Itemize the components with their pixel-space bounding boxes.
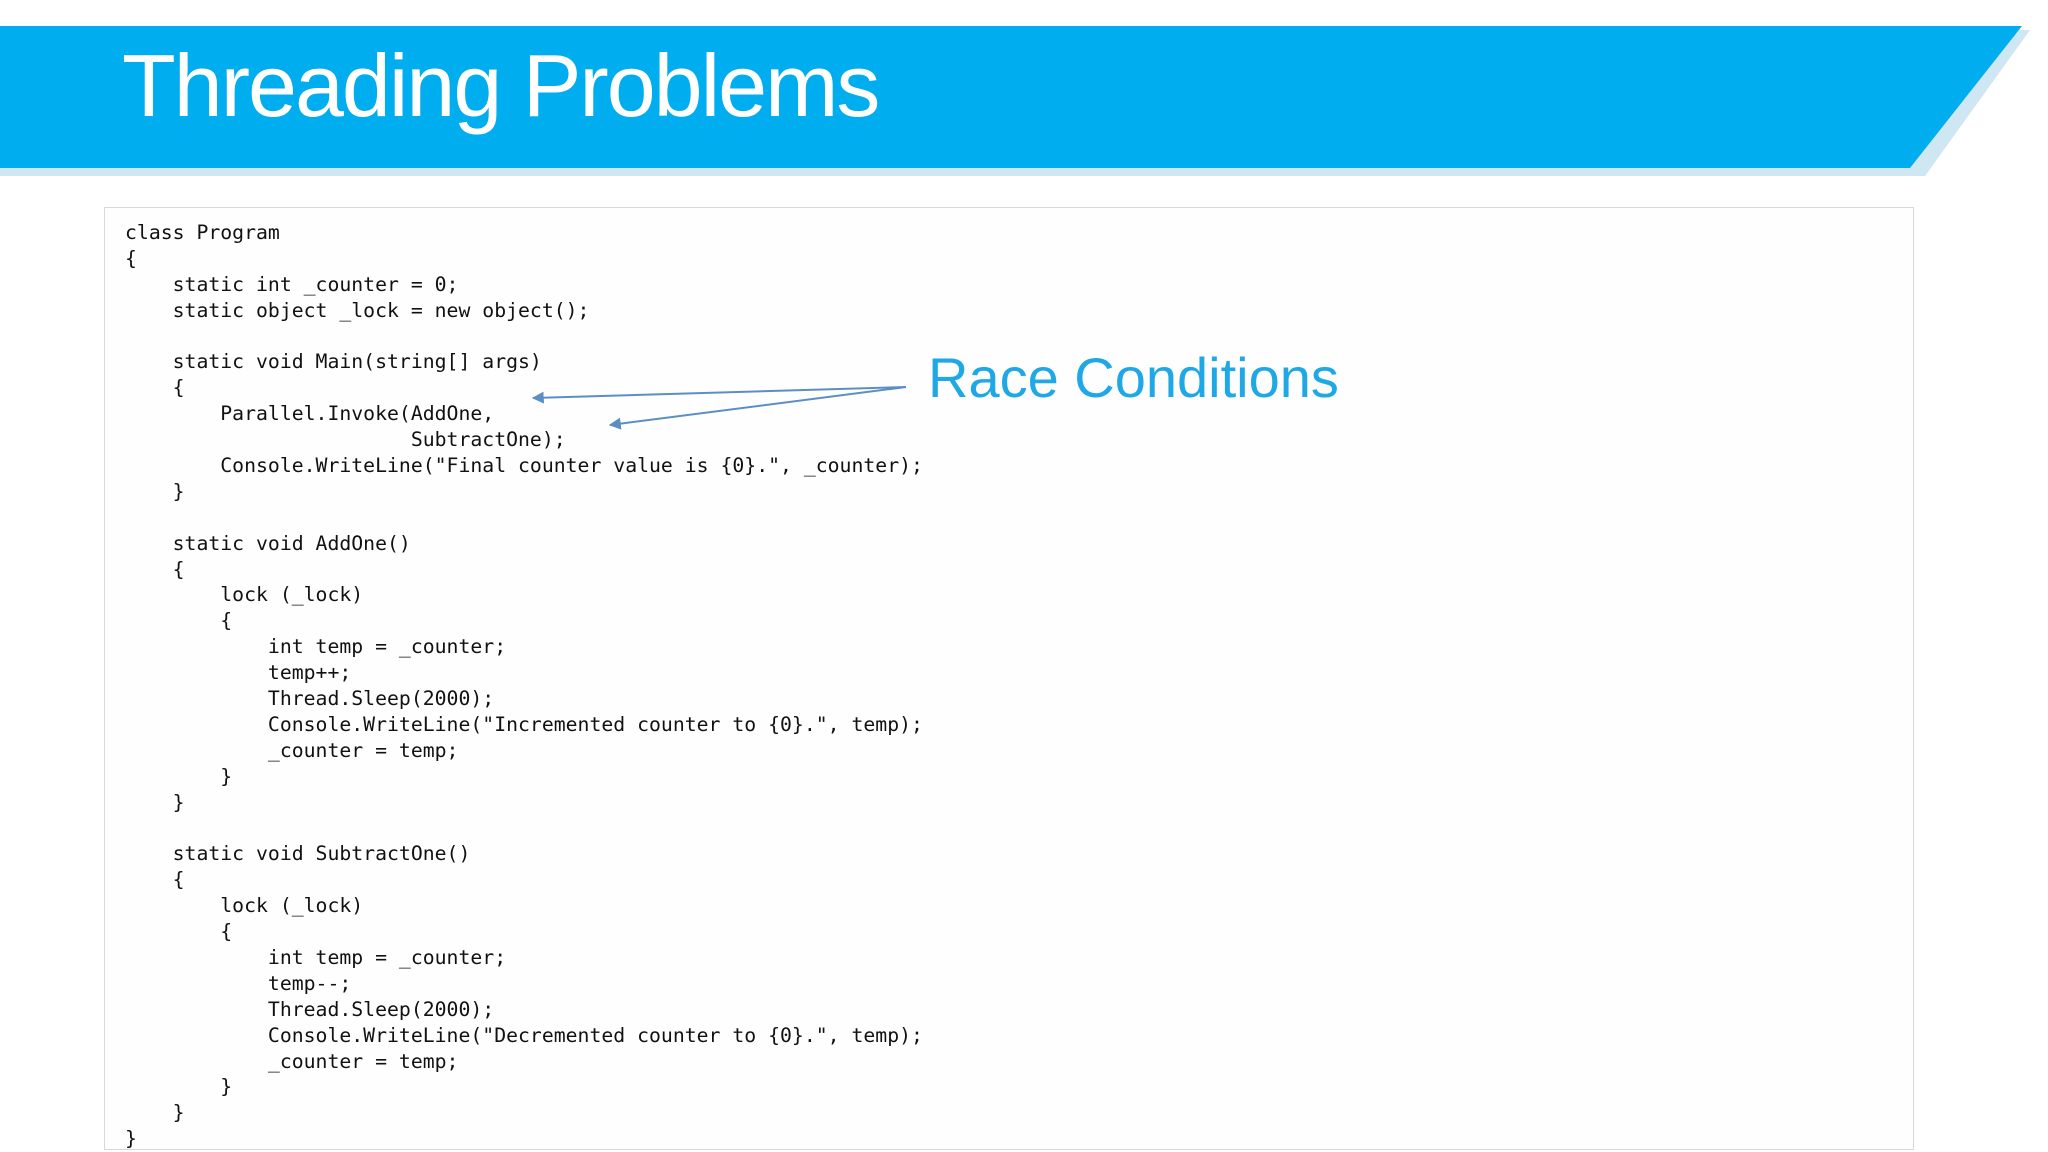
page-title: Threading Problems (122, 36, 879, 135)
code-line: } (125, 1075, 233, 1099)
code-line: } (125, 764, 233, 788)
code-line: Thread.Sleep(2000); (125, 997, 495, 1021)
code-line: { (125, 920, 233, 944)
code-line: static void Main(string[] args) (125, 350, 542, 374)
code-line: Thread.Sleep(2000); (125, 687, 495, 711)
code-line: temp++; (125, 661, 352, 685)
code-line: lock (_lock) (125, 583, 364, 607)
code-line (125, 815, 923, 841)
code-line: _counter = temp; (125, 738, 459, 762)
code-line (125, 324, 923, 350)
code-line: Parallel.Invoke(AddOne, (125, 402, 495, 426)
code-line: { (125, 557, 185, 581)
code-line: int temp = _counter; (125, 945, 507, 969)
code-block (125, 220, 923, 1152)
code-line: { (125, 868, 185, 892)
code-line (125, 505, 923, 531)
code-line: { (125, 609, 233, 633)
code-line: temp--; (125, 971, 352, 995)
code-line: Console.WriteLine("Final counter value is {0}.", _counter); (125, 454, 923, 478)
code-line: class Program (125, 221, 280, 244)
code-line: { (125, 246, 137, 270)
code-line: static void SubtractOne() (125, 842, 471, 866)
code-line: static object _lock = new object(); (125, 298, 590, 322)
code-line: static void AddOne() (125, 531, 411, 555)
code-line: SubtractOne); (125, 428, 566, 452)
code-line: _counter = temp; (125, 1049, 459, 1073)
code-line: int temp = _counter; (125, 635, 507, 659)
code-line: { (125, 376, 185, 400)
code-line: } (125, 1101, 185, 1125)
code-line: lock (_lock) (125, 894, 364, 918)
code-line: } (125, 1127, 137, 1151)
code-line: Console.WriteLine("Incremented counter to {0}.", temp); (125, 712, 923, 736)
race-conditions-label: Race Conditions (928, 346, 1339, 409)
code-line: } (125, 479, 185, 503)
code-line: } (125, 790, 185, 814)
code-line: static int _counter = 0; (125, 272, 459, 296)
code-line: Console.WriteLine("Decremented counter to {0}.", temp); (125, 1023, 923, 1047)
